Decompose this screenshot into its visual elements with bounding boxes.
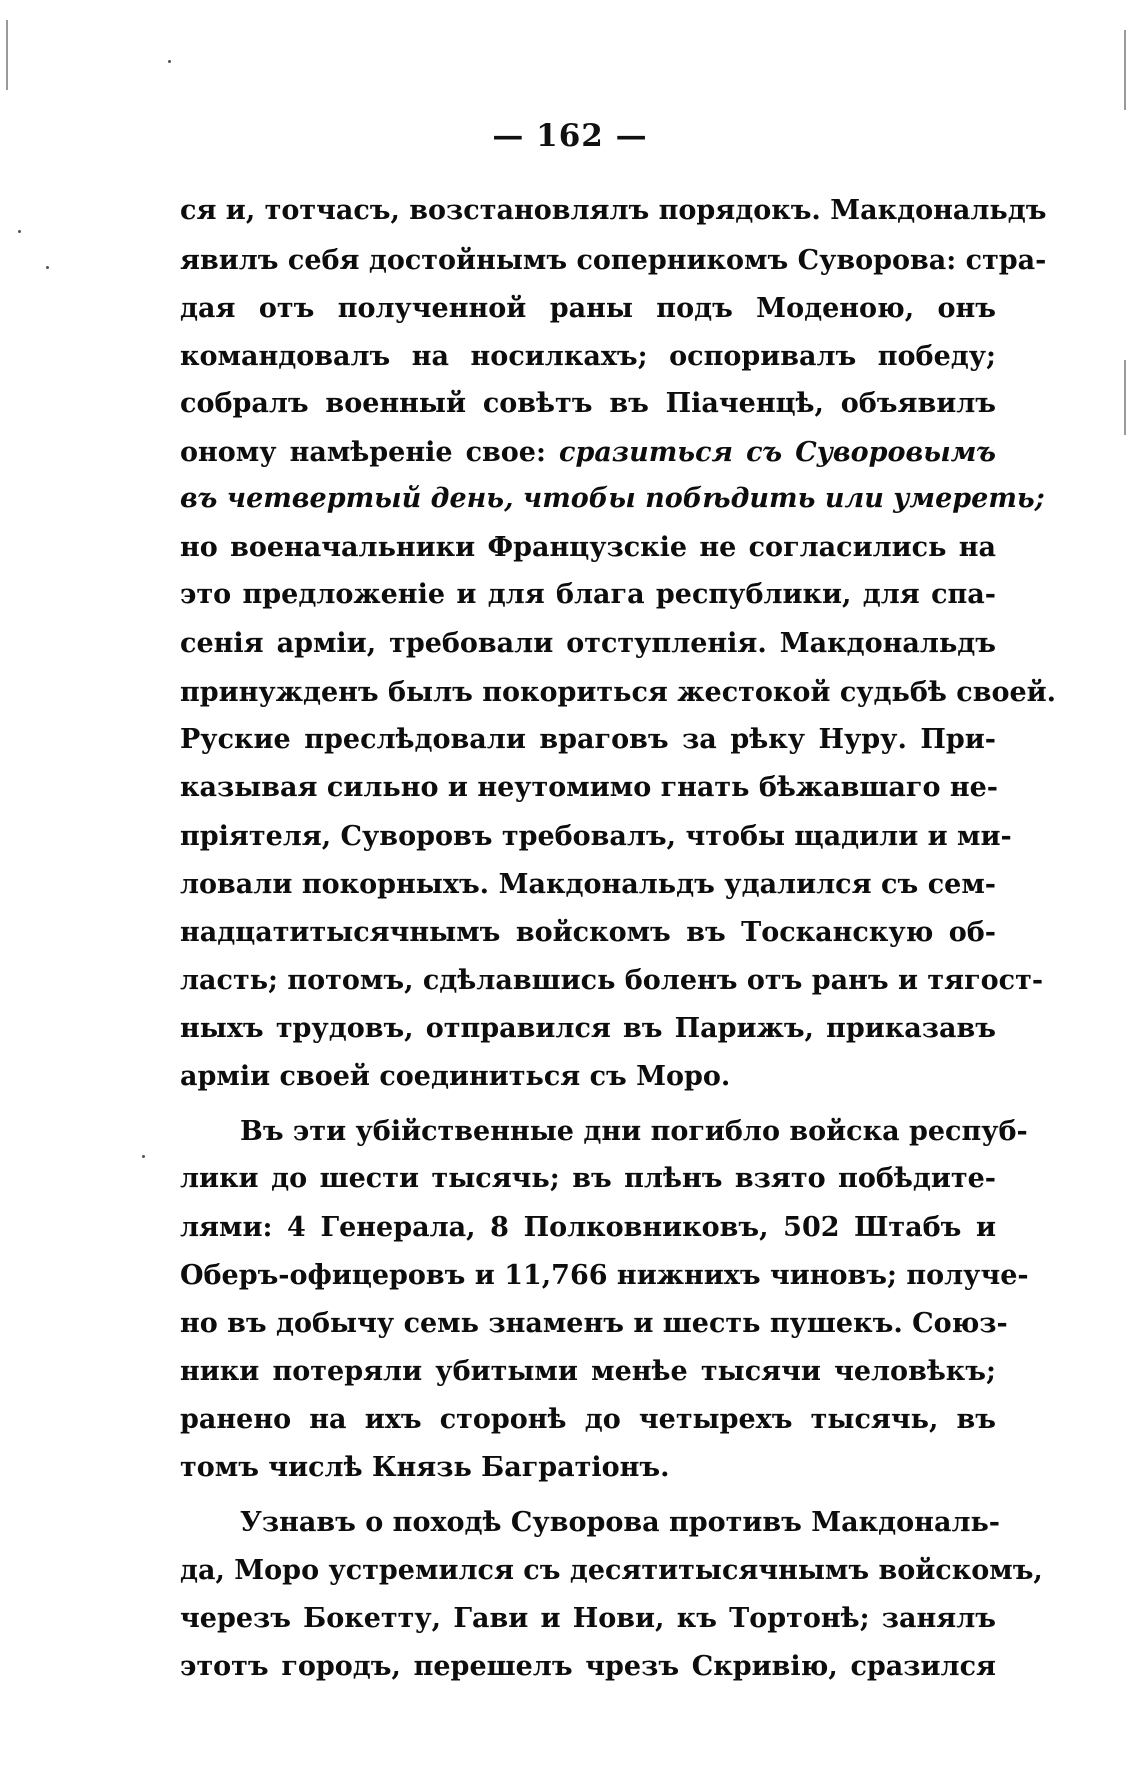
text-line: черезъ Бокетту, Гави и Нови, къ Тортонѣ; занялъ <box>180 1603 996 1634</box>
text-segment: оному намѣреніе свое: <box>180 437 560 468</box>
text-line: этотъ городъ, перешелъ чрезъ Скривію, сразился <box>180 1651 996 1682</box>
scan-edge-mark <box>6 20 8 90</box>
text-line: надцатитысячнымъ войскомъ въ Тосканскую об- <box>180 917 996 948</box>
text-line: ники потеряли убитыми менѣе тысячи человѣкъ; <box>180 1356 996 1387</box>
text-line: казывая сильно и неутомимо гнать бѣжавшаго не- <box>180 772 999 803</box>
scan-speck <box>142 1155 145 1158</box>
text-line: ся и, тотчасъ, возстановлялъ порядокъ. Макдональдъ <box>180 195 1047 226</box>
text-line: томъ числѣ Князь Багратіонъ. <box>180 1452 670 1483</box>
text-line: это предложеніе и для блага республики, для спа- <box>180 579 996 610</box>
text-line: принужденъ былъ покориться жестокой судьбѣ своей. <box>180 677 1057 708</box>
text-line: собралъ военный совѣтъ въ Піаченцѣ, объявилъ <box>180 388 996 419</box>
text-line: пріятеля, Суворовъ требовалъ, чтобы щадили и ми- <box>180 821 1012 852</box>
text-line: ранено на ихъ сторонѣ до четырехъ тысячь, въ <box>180 1404 996 1435</box>
text-line: явилъ себя достойнымъ соперникомъ Суворова: стра- <box>180 245 1047 276</box>
scan-speck <box>168 60 171 63</box>
text-line: ныхъ трудовъ, отправился въ Парижъ, приказавъ <box>180 1013 996 1044</box>
text-line <box>180 429 996 477</box>
text-line: сенія арміи, требовали отступленія. Макдональдъ <box>180 628 996 659</box>
scan-edge-mark <box>1124 30 1126 110</box>
text-line: Оберъ-офицеровъ и 11,766 нижнихъ чиновъ; получе- <box>180 1260 1029 1291</box>
scan-speck <box>46 266 49 269</box>
italic-text-line: въ четвертый день, чтобы побѣдить или умереть; <box>180 483 1045 514</box>
text-line: Узнавъ о походѣ Суворова противъ Макдональ- <box>240 1507 1001 1538</box>
text-line: Руские преслѣдовали враговъ за рѣку Нуру. При- <box>180 724 996 755</box>
text-line: лями: 4 Генерала, 8 Полковниковъ, 502 Штабъ и <box>180 1212 996 1243</box>
italic-text-segment: сразиться съ Суворовымъ <box>559 437 996 468</box>
text-line: лики до шести тысячь; въ плѣнъ взято побѣдите- <box>180 1163 996 1194</box>
text-line: командовалъ на носилкахъ; оспоривалъ победу; <box>180 341 996 372</box>
text-line: ловали покорныхъ. Макдональдъ удалился съ сем- <box>180 869 996 900</box>
page-number: — 162 — <box>492 118 648 154</box>
text-line: но военачальники Французскіе не согласились на <box>180 532 996 563</box>
text-line: дая отъ полученной раны подъ Моденою, онъ <box>180 293 996 324</box>
text-line: арміи своей соединиться съ Моро. <box>180 1061 731 1092</box>
scan-speck <box>18 230 21 233</box>
text-line: Въ эти убійственные дни погибло войска респуб- <box>240 1116 1028 1147</box>
text-line: ласть; потомъ, сдѣлавшись боленъ отъ ранъ и тягост- <box>180 965 1044 996</box>
text-line: да, Моро устремился съ десятитысячнымъ войскомъ, <box>180 1555 1043 1586</box>
scan-edge-mark <box>1124 360 1126 435</box>
text-line: но въ добычу семь знаменъ и шесть пушекъ. Союз- <box>180 1308 1008 1339</box>
